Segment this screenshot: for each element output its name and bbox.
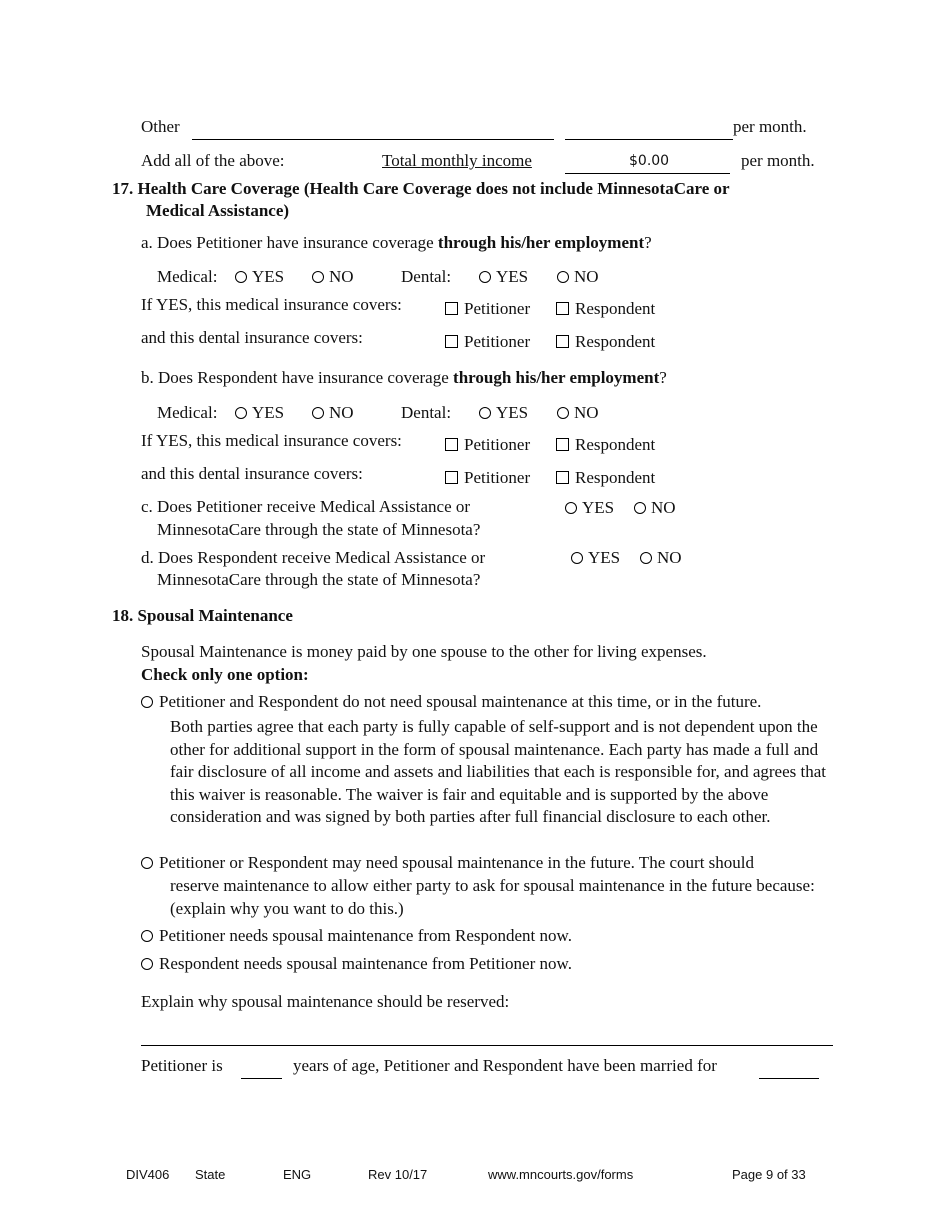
q17b-question: b. Does Respondent have insurance coverage through his/her employment? (141, 368, 667, 387)
q17b-medical-label: Medical: (157, 403, 218, 422)
q18-option-1-body: Both parties agree that each party is fully capable of self-support and is not dependent upon the other for additional support in the form of spousal maintenance. Each party has made a full and fair disclosure of all income and assets and liabilities that each is responsible for, and agrees that this waiver is reasonable. The waiver is fair and equitable and is supported by the above consideration and was signed by both parties after full financial disclosure to each other. (170, 717, 826, 826)
q17a-medical-yes[interactable]: YES (235, 267, 284, 287)
q18-option-3[interactable]: Petitioner needs spousal maintenance from Respondent now. (141, 926, 572, 946)
other-income-label: Other (141, 117, 180, 136)
radio-icon[interactable] (557, 407, 569, 419)
radio-icon[interactable] (479, 271, 491, 283)
checkbox-icon[interactable] (556, 471, 569, 484)
radio-icon[interactable] (557, 271, 569, 283)
q17-title: 17. Health Care Coverage (Health Care Coverage does not include MinnesotaCare or (112, 179, 730, 198)
radio-icon[interactable] (141, 930, 153, 942)
q17b-medical-yes[interactable]: YES (235, 403, 284, 423)
radio-icon[interactable] (141, 857, 153, 869)
radio-icon[interactable] (312, 271, 324, 283)
q17b-dental-covers-respondent[interactable]: Respondent (556, 468, 655, 488)
q17b-dental-yes[interactable]: YES (479, 403, 528, 423)
q17b-dental-no[interactable]: NO (557, 403, 599, 423)
q17a-dental-no[interactable]: NO (557, 267, 599, 287)
footer-revision: Rev 10/17 (368, 1167, 428, 1182)
q18-option-1[interactable]: Petitioner and Respondent do not need spousal maintenance at this time, or in the future. (141, 692, 761, 712)
radio-icon[interactable] (141, 696, 153, 708)
per-month-label-2: per month. (741, 151, 815, 170)
per-month-label-1: per month. (733, 117, 807, 136)
footer-url: www.mncourts.gov/forms (488, 1167, 634, 1182)
petitioner-age-field[interactable] (241, 1078, 282, 1079)
checkbox-icon[interactable] (445, 438, 458, 451)
total-monthly-income-value[interactable]: $0.00 (629, 153, 670, 169)
q17a-dental-label: Dental: (401, 267, 452, 286)
q17d-no[interactable]: NO (640, 548, 682, 568)
q17a-dental-yes[interactable]: YES (479, 267, 528, 287)
q18-explain-field[interactable] (141, 1045, 833, 1046)
radio-icon[interactable] (141, 958, 153, 970)
checkbox-icon[interactable] (445, 471, 458, 484)
radio-icon[interactable] (235, 271, 247, 283)
other-income-amount-field[interactable] (565, 139, 733, 140)
q18-option-2-body: reserve maintenance to allow either party to ask for spousal maintenance in the future because: (explain why you want to do this.) (170, 876, 815, 918)
q17b-dental-label: Dental: (401, 403, 452, 422)
other-income-description-field[interactable] (192, 139, 554, 140)
q17a-dental-covers-petitioner[interactable]: Petitioner (445, 332, 530, 352)
q17d-question-line2: MinnesotaCare through the state of Minnesota? (157, 570, 481, 589)
q18-intro: Spousal Maintenance is money paid by one spouse to the other for living expenses. (141, 642, 707, 661)
q17c-question-line2: MinnesotaCare through the state of Minnesota? (157, 520, 481, 539)
radio-icon[interactable] (571, 552, 583, 564)
q18-age-label: Petitioner is (141, 1056, 223, 1075)
q17a-question: a. Does Petitioner have insurance coverage through his/her employment? (141, 233, 652, 252)
q18-option-4[interactable]: Respondent needs spousal maintenance from Petitioner now. (141, 954, 572, 974)
q17a-dental-covers-label: and this dental insurance covers: (141, 328, 363, 347)
radio-icon[interactable] (634, 502, 646, 514)
q17a-medical-covers-label: If YES, this medical insurance covers: (141, 295, 402, 314)
q17c-question-line1: c. Does Petitioner receive Medical Assistance or (141, 497, 471, 516)
footer-form-id: DIV406 (126, 1167, 170, 1182)
q18-married-label: years of age, Petitioner and Respondent have been married for (293, 1056, 717, 1075)
q17c-yes[interactable]: YES (565, 498, 614, 518)
footer-language: ENG (283, 1167, 312, 1182)
q17a-medical-label: Medical: (157, 267, 218, 286)
checkbox-icon[interactable] (445, 302, 458, 315)
radio-icon[interactable] (640, 552, 652, 564)
q17b-dental-covers-label: and this dental insurance covers: (141, 464, 363, 483)
footer-state: State (195, 1167, 226, 1182)
q17a-medical-covers-petitioner[interactable]: Petitioner (445, 299, 530, 319)
q17-title-cont: Medical Assistance) (146, 201, 290, 220)
radio-icon[interactable] (565, 502, 577, 514)
q17b-medical-covers-respondent[interactable]: Respondent (556, 435, 655, 455)
checkbox-icon[interactable] (445, 335, 458, 348)
q17b-medical-covers-petitioner[interactable]: Petitioner (445, 435, 530, 455)
married-duration-field[interactable] (759, 1078, 819, 1079)
q18-explain-label: Explain why spousal maintenance should be reserved: (141, 992, 510, 1011)
q17d-question-line1: d. Does Respondent receive Medical Assistance or (141, 548, 486, 567)
q17b-medical-covers-label: If YES, this medical insurance covers: (141, 431, 402, 450)
radio-icon[interactable] (312, 407, 324, 419)
q17c-no[interactable]: NO (634, 498, 676, 518)
checkbox-icon[interactable] (556, 302, 569, 315)
q17a-medical-covers-respondent[interactable]: Respondent (556, 299, 655, 319)
radio-icon[interactable] (479, 407, 491, 419)
total-income-field-line (565, 173, 730, 174)
total-monthly-income-label: Total monthly income (382, 151, 532, 170)
q17b-dental-covers-petitioner[interactable]: Petitioner (445, 468, 530, 488)
add-all-label: Add all of the above: (141, 151, 285, 170)
q18-option-2[interactable]: Petitioner or Respondent may need spousal maintenance in the future. The court should (141, 853, 754, 873)
checkbox-icon[interactable] (556, 335, 569, 348)
footer-page-number: Page 9 of 33 (732, 1167, 806, 1182)
checkbox-icon[interactable] (556, 438, 569, 451)
radio-icon[interactable] (235, 407, 247, 419)
q17d-yes[interactable]: YES (571, 548, 620, 568)
q18-check-one: Check only one option: (141, 665, 309, 684)
q17a-dental-covers-respondent[interactable]: Respondent (556, 332, 655, 352)
q17b-medical-no[interactable]: NO (312, 403, 354, 423)
q18-title: 18. Spousal Maintenance (112, 606, 293, 625)
q17a-medical-no[interactable]: NO (312, 267, 354, 287)
